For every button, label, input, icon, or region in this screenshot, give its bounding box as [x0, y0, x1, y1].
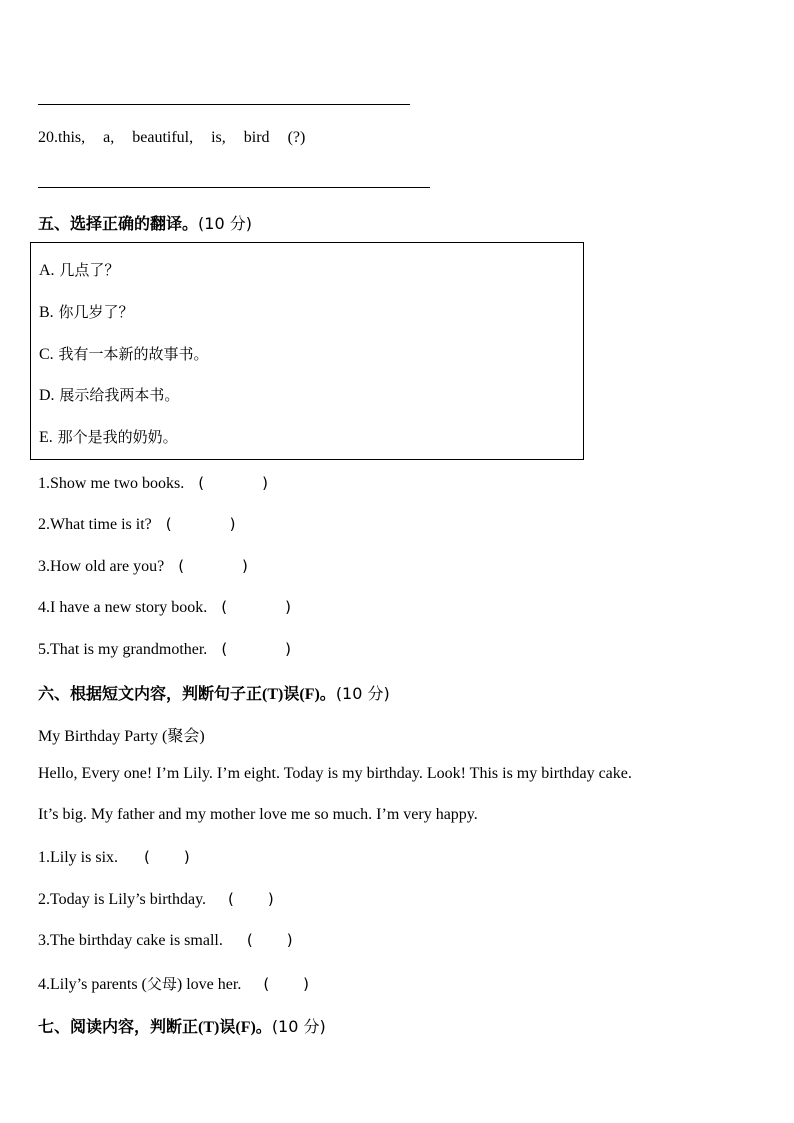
- s5-question-2-text: 2.What time is it?: [38, 516, 152, 533]
- answer-paren-open: (: [263, 975, 270, 993]
- s5-question-1: [38, 474, 268, 493]
- s6-question-2-text: 2.Today is Lily’s birthday.: [38, 891, 207, 908]
- answer-paren-open: (: [246, 931, 253, 949]
- option-c-text: 我有一本新的故事书。: [58, 345, 209, 363]
- q20-word-4: is,: [211, 129, 226, 146]
- section-6-heading: [38, 681, 390, 704]
- passage-line-2: It’s big. My father and my mother love me so much. I’m very happy.: [38, 806, 478, 823]
- answer-paren-open: (: [221, 640, 228, 658]
- option-c: [39, 343, 208, 364]
- s5-question-4: [38, 598, 291, 617]
- passage-line-1: Hello, Every one! I’m Lily. I’m eight. Today is my birthday. Look! This is my birthday cake.: [38, 765, 632, 782]
- s6-question-1: [38, 848, 190, 867]
- passage-title-text: My Birthday Party: [38, 728, 158, 745]
- option-a-text: 几点了？: [59, 261, 120, 279]
- section-6-title-pre: 六、根据短文内容，判断句子正: [38, 684, 263, 703]
- option-e: [39, 426, 178, 447]
- option-e-text: 那个是我的奶奶。: [57, 428, 178, 446]
- s6-question-4-pre: 4.Lily’s parents (: [38, 976, 147, 993]
- answer-paren-close: ): [262, 474, 268, 492]
- passage-title-cn: (聚会): [162, 728, 205, 745]
- s5-question-3-text: 3.How old are you?: [38, 558, 165, 575]
- answer-line-19: [38, 104, 410, 105]
- section-6-score: (10 分): [335, 684, 390, 703]
- section-7-title-f: (F): [235, 1019, 256, 1036]
- section-6-title-f: (F): [299, 686, 320, 703]
- s6-question-3-text: 3.The birthday cake is small.: [38, 932, 223, 949]
- s5-question-4-text: 4.I have a new story book.: [38, 599, 208, 616]
- answer-paren-close: ): [229, 515, 236, 533]
- s6-question-4-post: ) love her.: [176, 976, 242, 993]
- answer-paren-open: (: [198, 474, 205, 492]
- section-7-title-pre: 七、阅读内容，判断正: [38, 1017, 199, 1036]
- s5-question-2: [38, 515, 235, 534]
- option-c-letter: C.: [39, 346, 54, 363]
- option-a: [39, 259, 119, 280]
- answer-paren-open: (: [228, 890, 234, 908]
- q20-end-mark: (?): [287, 129, 306, 146]
- q20-word-3: beautiful,: [132, 129, 194, 146]
- option-d: [39, 384, 179, 405]
- section-5-score: (10 分): [198, 214, 252, 233]
- section-6-title-mid: 误: [283, 684, 300, 703]
- s5-question-1-text: 1.Show me two books.: [38, 475, 185, 492]
- option-d-text: 展示给我两本书。: [59, 386, 180, 404]
- option-b-letter: B.: [39, 304, 54, 321]
- s5-question-3: [38, 557, 248, 576]
- q20-word-1: this,: [58, 129, 86, 146]
- section-7-title-mid: 误: [219, 1017, 236, 1036]
- answer-paren-close: ): [303, 975, 310, 993]
- answer-paren-open: (: [221, 598, 228, 616]
- option-a-letter: A.: [39, 262, 55, 279]
- answer-paren-close: ): [285, 640, 292, 658]
- answer-paren-open: (: [165, 515, 172, 533]
- section-7-heading: [38, 1014, 326, 1037]
- translation-options-box: [30, 242, 584, 460]
- answer-paren-close: ): [242, 557, 248, 575]
- q20-word-2: a,: [103, 129, 115, 146]
- option-b-text: 你几岁了？: [58, 303, 134, 321]
- option-b: [39, 301, 133, 322]
- s6-question-3: [38, 931, 293, 950]
- s6-question-2: [38, 890, 274, 909]
- section-6-title-t: (T): [262, 686, 284, 703]
- answer-paren-close: ): [285, 598, 292, 616]
- answer-line-20: [38, 187, 430, 188]
- passage-title: [38, 723, 205, 746]
- question-20-number: 20.: [38, 129, 58, 146]
- section-7-title-post: 。: [255, 1017, 272, 1036]
- section-6-title-post: 。: [319, 684, 336, 703]
- answer-paren-open: (: [178, 557, 185, 575]
- answer-paren-close: ): [267, 890, 274, 908]
- option-e-letter: E.: [39, 429, 53, 446]
- s5-question-5: [38, 640, 291, 659]
- question-20: [38, 129, 305, 147]
- option-d-letter: D.: [39, 387, 55, 404]
- section-7-title-t: (T): [198, 1019, 220, 1036]
- section-5-title: 五、选择正确的翻译。: [38, 214, 199, 233]
- s6-question-4: [38, 973, 309, 994]
- s5-question-5-text: 5.That is my grandmother.: [38, 641, 208, 658]
- s6-question-1-text: 1.Lily is six.: [38, 849, 119, 866]
- section-5-heading: [38, 211, 252, 234]
- answer-paren-close: ): [183, 848, 190, 866]
- q20-word-5: bird: [243, 129, 270, 146]
- section-7-score: (10 分): [271, 1017, 326, 1036]
- answer-paren-close: ): [286, 931, 293, 949]
- answer-paren-open: (: [144, 848, 150, 866]
- s6-question-4-cn: 父母: [146, 975, 177, 993]
